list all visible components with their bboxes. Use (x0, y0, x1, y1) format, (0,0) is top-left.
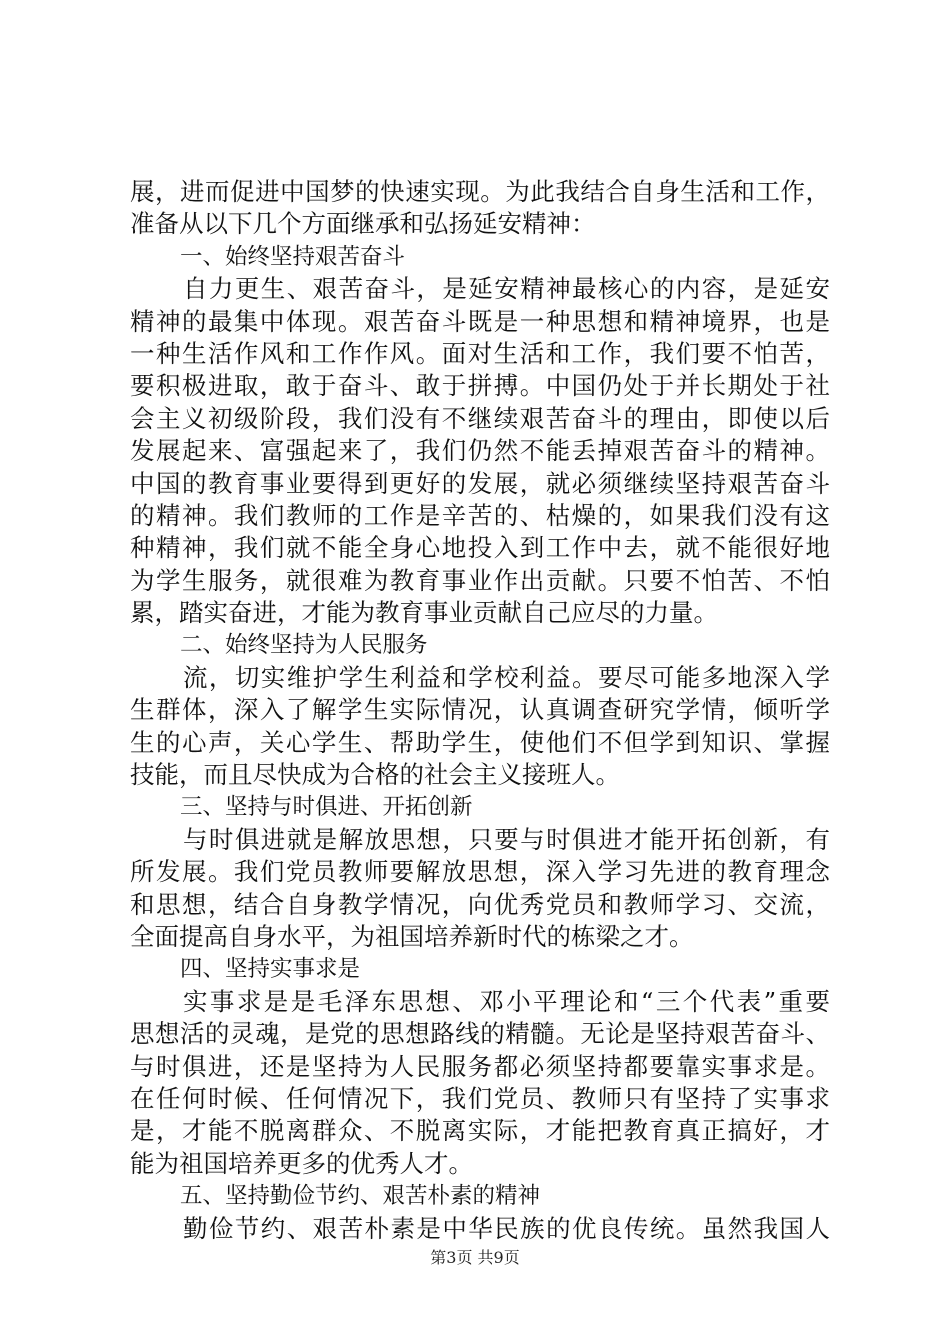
text-line: 精神的最集中体现。艰苦奋斗既是一种思想和精神境界，也是 (130, 306, 830, 336)
text-line: 所发展。我们党员教师要解放思想，深入学习先进的教育理念 (130, 857, 830, 887)
text-line: 的精神。我们教师的工作是辛苦的、枯燥的，如果我们没有这 (130, 500, 830, 530)
text-line: 技能，而且尽快成为合格的社会主义接班人。 (130, 760, 620, 790)
text-line: 会主义初级阶段，我们没有不继续艰苦奋斗的理由，即使以后 (130, 403, 830, 433)
text-line: 一种生活作风和工作作风。面对生活和工作，我们要不怕苦， (130, 338, 830, 368)
page-footer: 第3页 共9页 (430, 1248, 520, 1267)
text-line: 种精神，我们就不能全身心地投入到工作中去，就不能很好地 (130, 533, 830, 563)
section-heading: 四、坚持实事求是 (180, 956, 361, 983)
text-line: 在任何时候、任何情况下，我们党员、教师只有坚持了实事求 (130, 1083, 830, 1113)
text-line: 与时俱进，还是坚持为人民服务都必须坚持都要靠实事求是。 (130, 1051, 830, 1081)
text-line: 自力更生、艰苦奋斗，是延安精神最核心的内容，是延安 (183, 274, 830, 304)
text-line: 准备从以下几个方面继承和弘扬延安精神： (130, 209, 596, 239)
text-line: 流，切实维护学生利益和学校利益。要尽可能多地深入学 (183, 662, 830, 692)
text-line: 生群体，深入了解学生实际情况，认真调查研究学情，倾听学 (130, 695, 830, 725)
text-line: 思想活的灵魂，是党的思想路线的精髓。无论是坚持艰苦奋斗、 (130, 1019, 830, 1049)
text-line: 全面提高自身水平，为祖国培养新时代的栋梁之才。 (130, 921, 694, 951)
section-heading: 五、坚持勤俭节约、艰苦朴素的精神 (180, 1183, 541, 1210)
text-line: 勤俭节约、艰苦朴素是中华民族的优良传统。虽然我国人 (183, 1213, 830, 1243)
text-line: 生的心声，关心学生、帮助学生，使他们不但学到知识、掌握 (130, 727, 830, 757)
text-line: 实事求是是毛泽东思想、邓小平理论和“三个代表”重要 (183, 986, 830, 1016)
text-line: 和思想，结合自身教学情况，向优秀党员和教师学习、交流， (130, 889, 830, 919)
text-line: 为学生服务，就很难为教育事业作出贡献。只要不怕苦、不怕 (130, 565, 830, 595)
text-line: 中国的教育事业要得到更好的发展，就必须继续坚持艰苦奋斗 (130, 468, 830, 498)
text-line: 展，进而促进中国梦的快速实现。为此我结合自身生活和工作， (130, 177, 830, 206)
text-line: 是，才能不脱离群众、不脱离实际，才能把教育真正搞好，才 (130, 1116, 830, 1146)
text-line: 与时俱进就是解放思想，只要与时俱进才能开拓创新，有 (183, 824, 830, 854)
section-heading: 三、坚持与时俱进、开拓创新 (180, 794, 473, 821)
text-line: 累，踏实奋进，才能为教育事业贡献自己应尽的力量。 (130, 598, 718, 628)
text-line: 要积极进取，敢于奋斗、敢于拼搏。中国仍处于并长期处于社 (130, 371, 830, 401)
document-body (130, 176, 830, 1245)
section-heading: 二、始终坚持为人民服务 (180, 632, 428, 659)
section-heading: 一、始终坚持艰苦奋斗 (180, 243, 406, 270)
text-line: 发展起来、富强起来了，我们仍然不能丢掉艰苦奋斗的精神。 (130, 436, 830, 466)
text-line: 能为祖国培养更多的优秀人才。 (130, 1148, 473, 1178)
